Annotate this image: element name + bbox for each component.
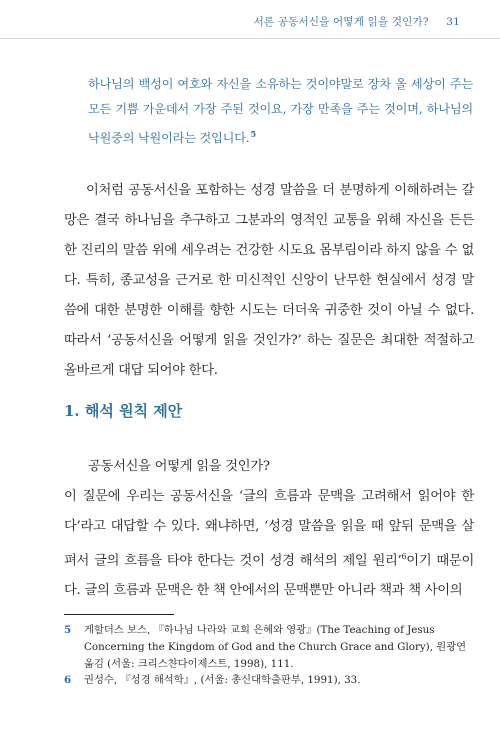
footnote-rule (64, 614, 174, 615)
running-head-title: 서론 공동서신을 어떻게 읽을 것인가? (253, 16, 429, 28)
quote-text: 하나님의 백성이 여호와 자신을 소유하는 것이야말로 장차 올 세상이 주는 모든 기쁨 가운데서 가장 주된 것이요, 가장 만족을 주는 것이며, 하나님의 낙원중의 낙원이라는 것입니다. (88, 77, 473, 146)
footnote-text: 권성수, 『성경 해석학』, (서울: 총신대학출판부, 1991), 33. (84, 674, 361, 686)
quote-footnote-ref: 5 (250, 129, 256, 139)
body-paragraph-2: 특히, 종교성을 근거로 한 미신적인 신앙이 난무한 현실에서 성경 말씀에 대한 분명한 이해를 향한 시도는 더더욱 귀중한 것이 아닐 수 없다. 따라서 ‘공동서신을 어떻게 읽을 것인가?’ 하는 질문은 최대한 적절하고 올바르게 대답 되어야 한다. (64, 273, 474, 378)
footnote-6 (64, 672, 474, 689)
section-paragraph-text-after: 이기 때문이다. 글의 흐름과 문맥은 한 책 안에서의 문맥뿐만 아니라 책과 책 사이의 (64, 553, 475, 599)
section-paragraph (64, 482, 474, 606)
body-paragraph-1: 이처럼 공동서신을 포함하는 성경 말씀을 더 분명하게 이해하려는 갈망은 결국 하나님을 추구하고 그분과의 영적인 교통을 위해 자신을 든든한 진리의 말씀 위에 세우려는 건강한 시도요 몸부림이라 하지 않을 수 없다. (64, 183, 474, 288)
section-footnote-ref: 6 (401, 552, 407, 561)
page-number: 31 (446, 16, 460, 28)
header-rule (0, 38, 500, 39)
footnote-5 (64, 622, 474, 673)
footnote-number: 6 (64, 674, 72, 686)
section-paragraph-text-before: 이 질문에 우리는 공동서신을 ‘글의 흐름과 문맥을 고려해서 읽어야 한다’라고 대답할 수 있다. 왜냐하면, ‘성경 말씀을 읽을 때 앞뒤 문맥을 살펴서 글의 흐름을 타야 한다는 것이 성경 해석의 제일 원리’ (64, 489, 474, 569)
running-head (254, 14, 460, 29)
section-heading: 1. 해석 원칙 제안 (64, 402, 183, 420)
block-quote (88, 72, 473, 151)
footnote-text: 게할더스 보스, 『하나님 나라와 교회 은혜와 영광』(The Teaching of Jesus Concerning the Kingdom of God and the Church Grace and Glory), 원광연 옮김 (서울: 크리스챤다이제스트, 1998), 111. (84, 624, 467, 670)
footnote-number: 5 (64, 624, 72, 636)
section-question: 공동서신을 어떻게 읽을 것인가? (88, 459, 270, 474)
